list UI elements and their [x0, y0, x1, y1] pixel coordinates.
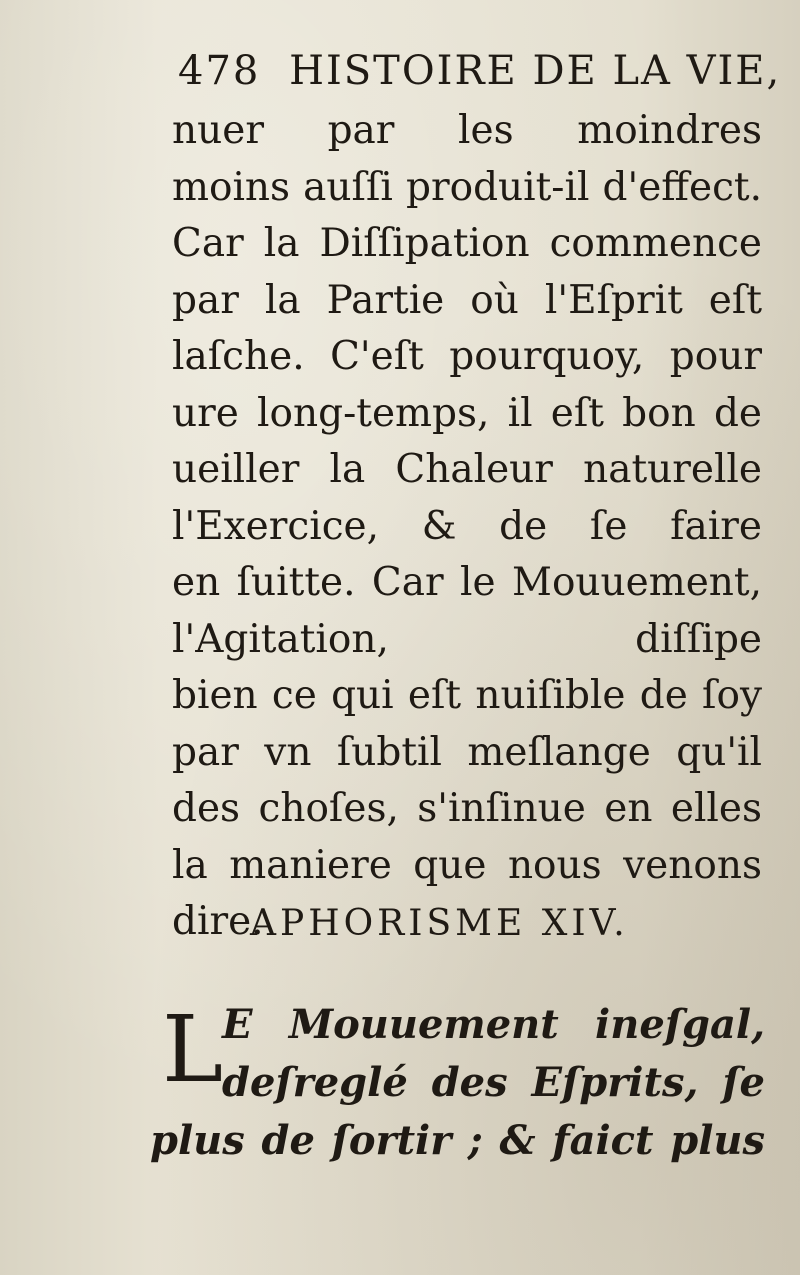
text-line: la maniere que nous venons — [172, 842, 762, 888]
text-line: en ſuitte. Car le Mouuement, — [172, 560, 762, 605]
page-number: 478 — [178, 48, 261, 94]
text-line: nuer par les moindres — [172, 108, 762, 153]
aphorism-line: E Mouuement ineſgal, — [222, 1001, 765, 1048]
body-text — [172, 103, 762, 951]
text-line: Car la Diſſipation commence — [172, 221, 762, 266]
text-line: laſche. C'eſt pourquoy, pour — [172, 334, 762, 379]
drop-cap: L — [162, 996, 224, 1103]
running-header — [178, 48, 782, 104]
text-line: moins auſſi produit-il d'effect. — [172, 164, 762, 210]
aphorism-heading: APHORISME XIV. — [250, 903, 629, 944]
aphorism-text — [150, 996, 765, 1170]
aphorism-line: deſreglé des Eſprits, ſe — [222, 1059, 765, 1106]
text-line: l'Agitation, diſſipe — [172, 616, 762, 662]
text-line: dire. — [172, 899, 264, 944]
text-line: par la Partie où l'Eſprit eſt — [172, 277, 762, 323]
text-line: ueiller la Chaleur naturelle — [172, 447, 762, 492]
aphorism-line: plus de ſortir ; & faict plus — [150, 1117, 765, 1164]
text-line: ure long-temps, il eſt bon de — [172, 390, 762, 436]
text-line: l'Exercice, & de ſe faire — [172, 503, 762, 549]
running-title: HISTOIRE DE LA VIE, — [289, 48, 782, 94]
text-line: des choſes, s'inſinue en elles — [172, 786, 762, 831]
text-line: bien ce qui eſt nuiſible de ſoy — [172, 673, 762, 718]
text-line: par vn ſubtil meſlange qu'il — [172, 729, 762, 775]
